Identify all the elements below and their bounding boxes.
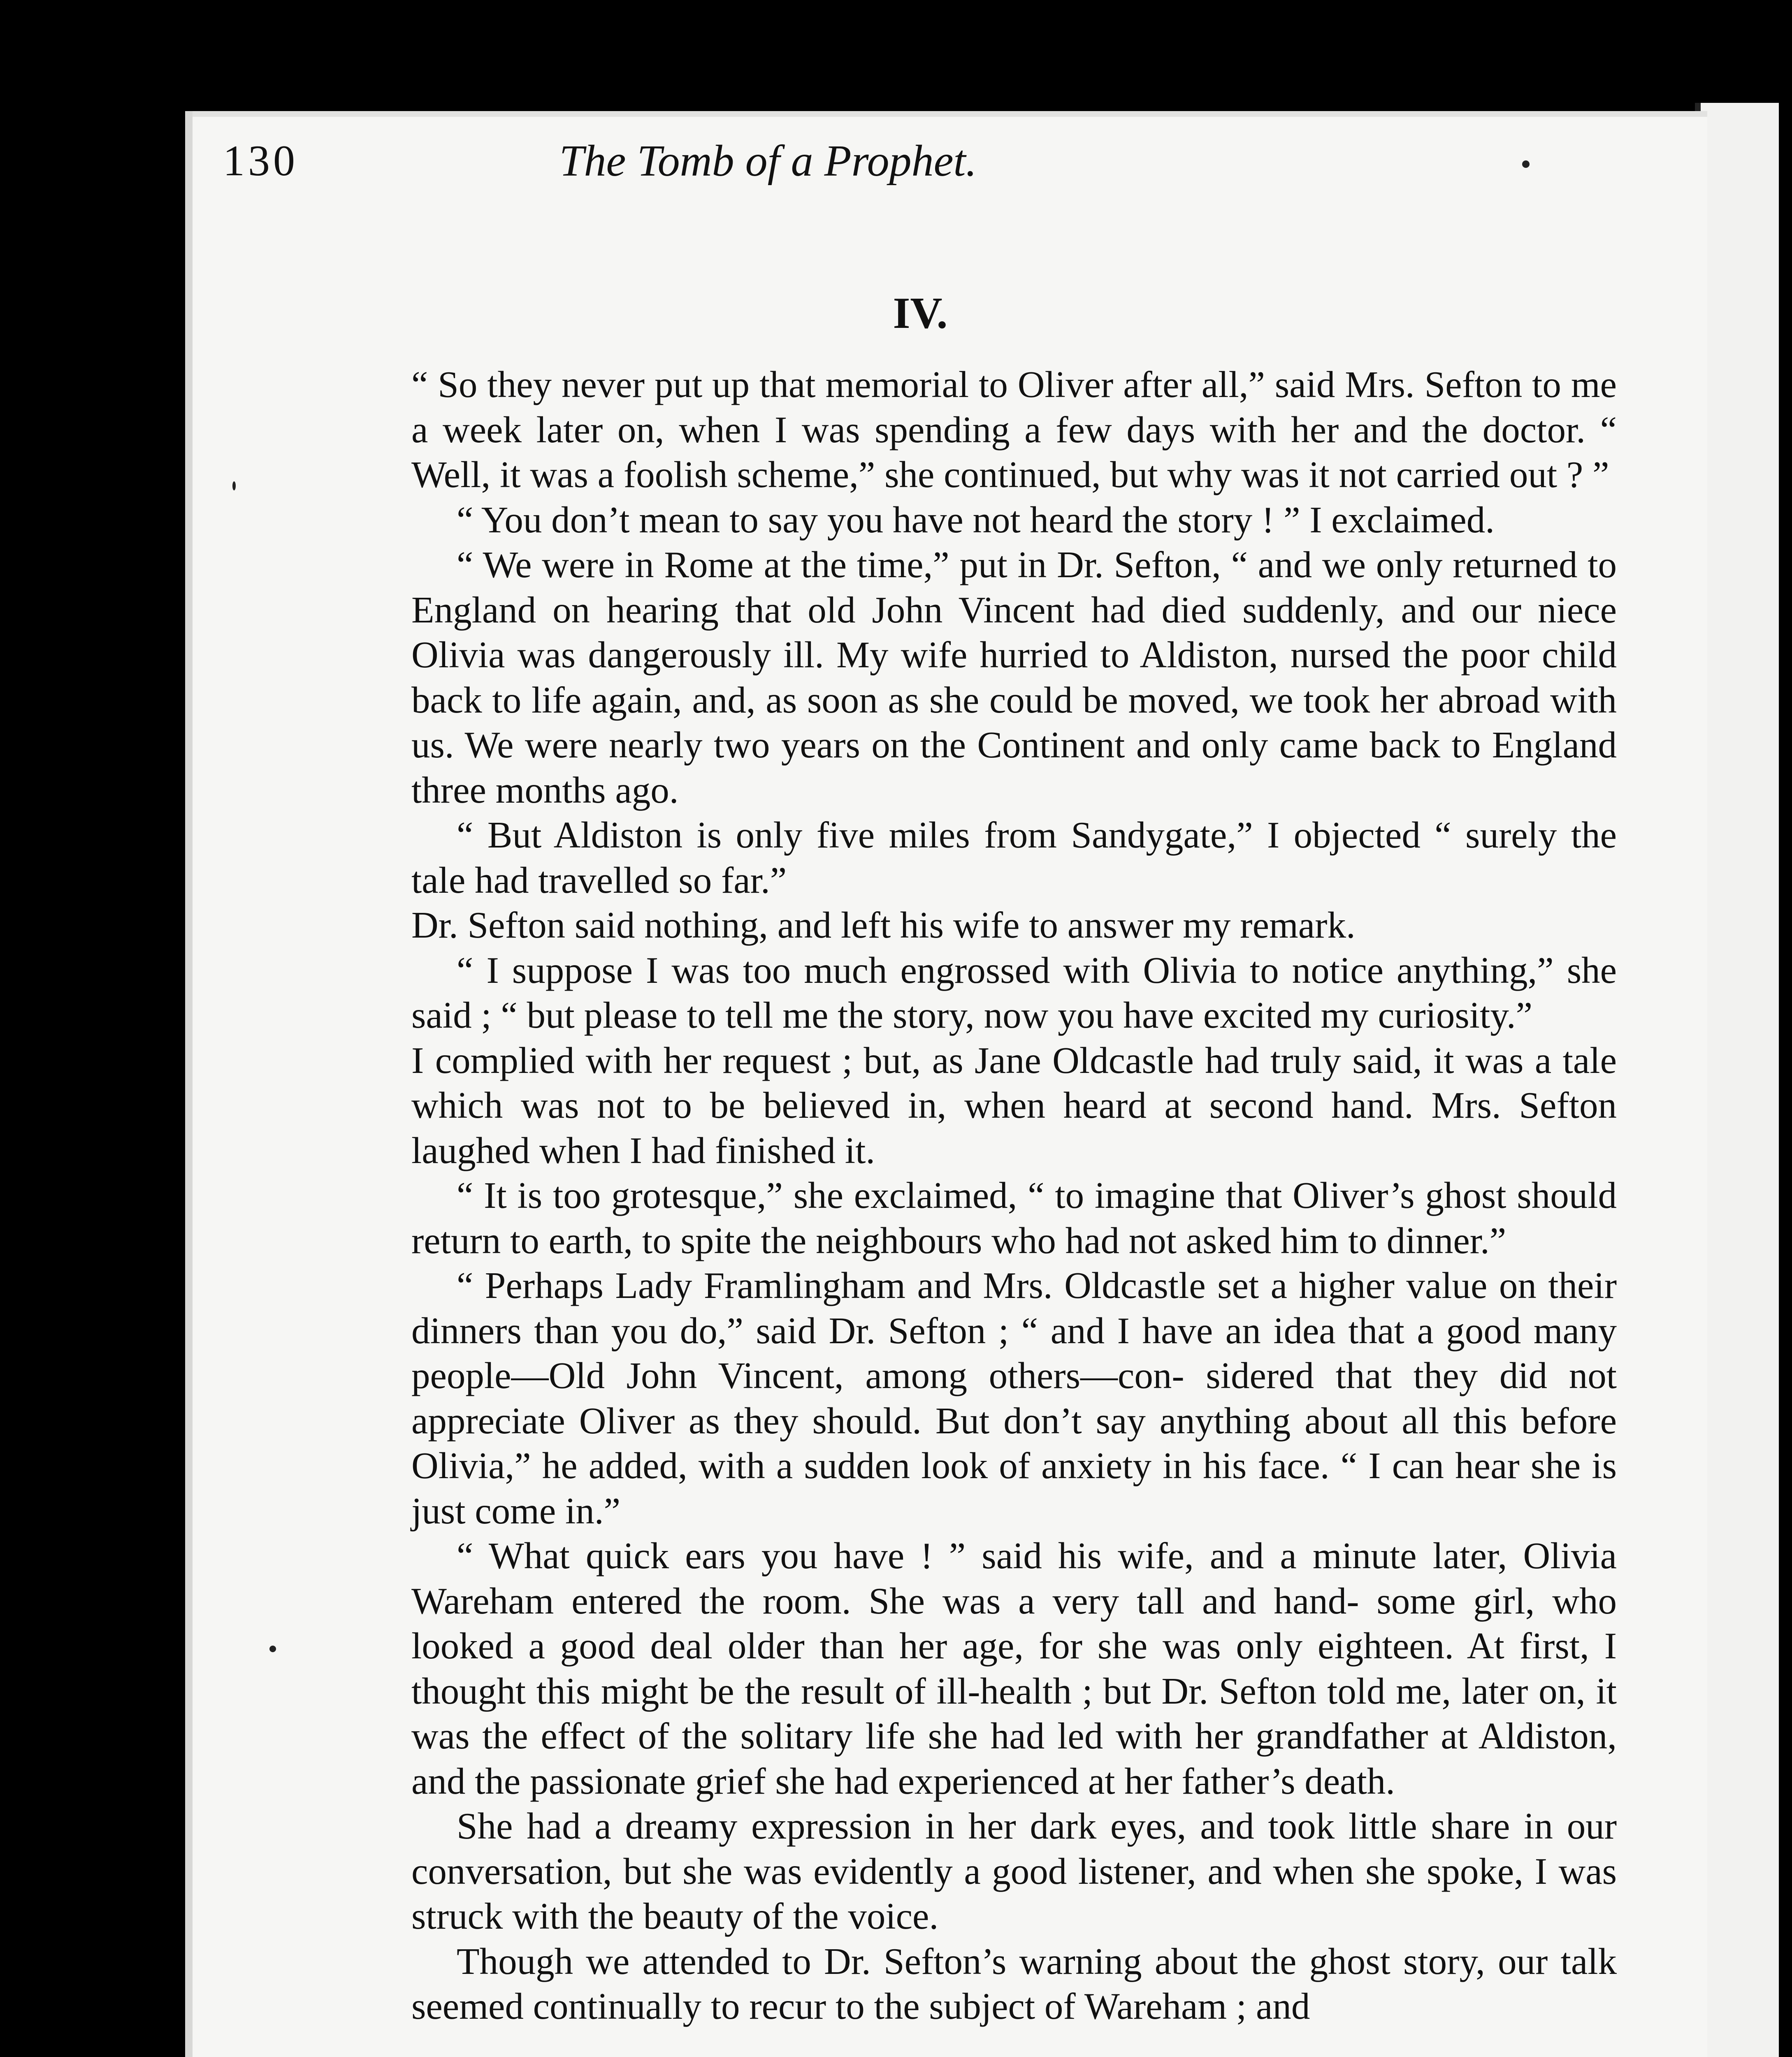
paragraph: “ It is too grotesque,” she exclaimed, “ to imagine that Oliver’s ghost should return to earth, to spite the neighbours who had not asked him to dinner.” [411, 1175, 1617, 1261]
dust-speck [1522, 160, 1530, 168]
dust-speck [232, 481, 236, 490]
paragraph: Dr. Sefton said nothing, and left his wife to answer my remark. [411, 904, 1356, 946]
paragraph: She had a dreamy expression in her dark eyes, and took little share in our conversation, but she was evidently a good listener, and when she spoke, I was struck with the beauty of the voice. [411, 1805, 1617, 1937]
paragraph: Though we attended to Dr. Sefton’s warning about the ghost story, our talk seemed continually to recur to the subject of Wareham ; and [411, 1940, 1617, 2027]
paragraph: “ You don’t mean to say you have not heard the story ! ” I exclaimed. [457, 499, 1495, 541]
paragraph: I complied with her request ; but, as Jane Oldcastle had truly said, it was a tale which was not to be believed in, when heard at second hand. Mrs. Sefton laughed when I had finished it. [411, 1039, 1617, 1171]
running-head [223, 136, 1313, 185]
paragraph: “ I suppose I was too much engrossed with Olivia to notice anything,” she said ; “ but please to tell me the story, now you have excited my curiosity.” [411, 949, 1617, 1036]
paragraph: “ What quick ears you have ! ” said his wife, and a minute later, Olivia Wareham entered the room. She was a very tall and hand- some girl, who looked a good deal older than her age, for she was only eighteen. At first, I thought this might be the result of ill-health ; but Dr. Sefton told me, later on, it was the effect of the solitary life she had led with her grandfather at Aldiston, and the passionate grief she had experienced at her father’s death. [411, 1535, 1617, 1802]
paragraph: “ We were in Rome at the time,” put in Dr. Sefton, “ and we only returned to England on hearing that old John Vincent had died suddenly, and our niece Olivia was dangerously ill. My wife hurried to Aldiston, nursed the poor child back to life again, and, as soon as she could be moved, we took her abroad with us. We were nearly two years on the Continent and only came back to England three months ago. [411, 544, 1617, 811]
chapter-number: IV. [893, 289, 948, 338]
paragraph: “ So they never put up that memorial to Oliver after all,” said Mrs. Sefton to me a week later on, when I was spending a few days with her and the doctor. “ Well, it was a foolish scheme,” she continued, but why was it not carried out ? ” [411, 364, 1617, 495]
page-number: 130 [223, 137, 298, 185]
paragraph: “ Perhaps Lady Framlingham and Mrs. Oldcastle set a higher value on their dinners than you do,” said Dr. Sefton ; “ and I have an idea that a good many people—Old John Vincent, among others—con- sidered that they did not appreciate Oliver as they should. But don’t say anything about all this before Olivia,” he added, with a sudden look of anxiety in his face. “ I can hear she is just come in.” [411, 1265, 1617, 1532]
book-title: The Tomb of a Prophet. [559, 137, 977, 186]
dust-speck [269, 1646, 276, 1652]
body-text [411, 362, 1617, 2029]
next-page-edge [1695, 103, 1779, 2057]
paragraph: “ But Aldiston is only five miles from Sandygate,” I objected “ surely the tale had travelled so far.” [411, 814, 1617, 901]
